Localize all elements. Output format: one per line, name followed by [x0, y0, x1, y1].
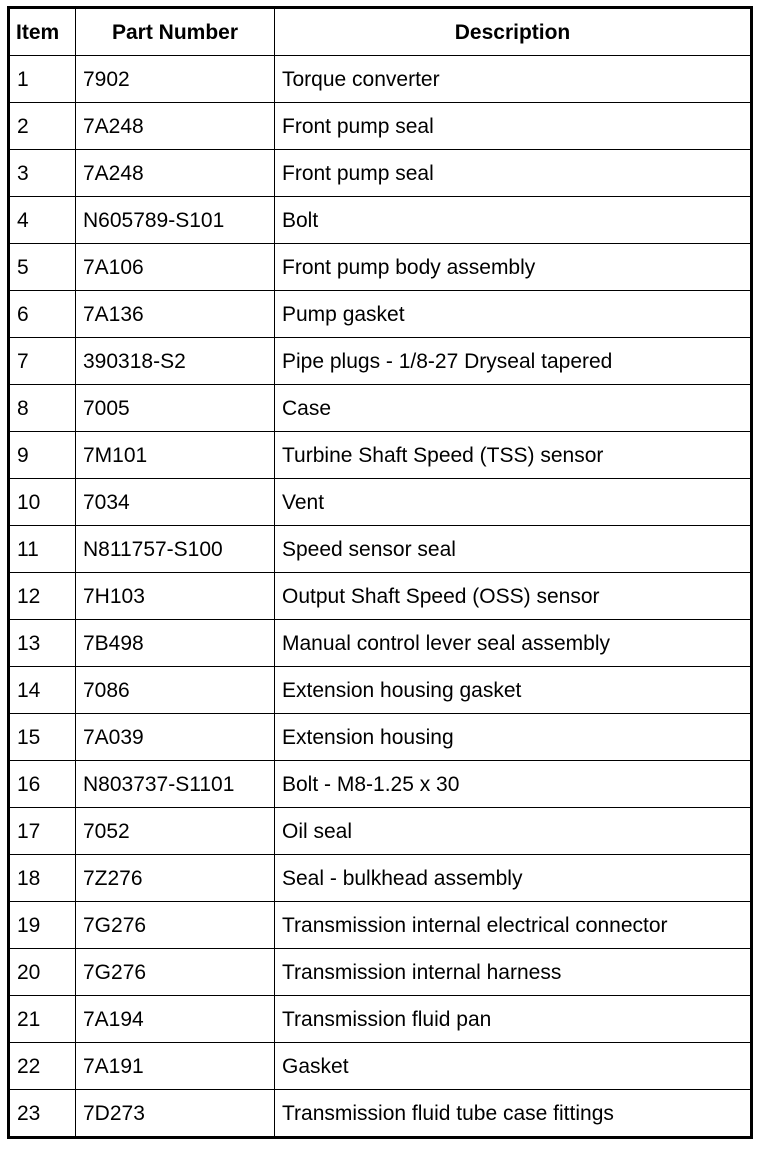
description-cell: Output Shaft Speed (OSS) sensor — [275, 573, 752, 620]
item-cell: 23 — [9, 1090, 76, 1138]
item-cell: 22 — [9, 1043, 76, 1090]
part-number-cell: 7902 — [76, 56, 275, 103]
part-number-cell: 7M101 — [76, 432, 275, 479]
description-cell: Front pump body assembly — [275, 244, 752, 291]
item-cell: 2 — [9, 103, 76, 150]
table-row — [9, 808, 752, 855]
description-cell: Seal - bulkhead assembly — [275, 855, 752, 902]
table-row — [9, 714, 752, 761]
table-row — [9, 526, 752, 573]
description-cell: Manual control lever seal assembly — [275, 620, 752, 667]
table-row — [9, 1043, 752, 1090]
part-number-cell: 7005 — [76, 385, 275, 432]
description-cell: Oil seal — [275, 808, 752, 855]
item-cell: 19 — [9, 902, 76, 949]
table-row — [9, 996, 752, 1043]
item-cell: 16 — [9, 761, 76, 808]
header-item: Item — [9, 8, 76, 56]
table-row — [9, 432, 752, 479]
part-number-cell: 7G276 — [76, 949, 275, 996]
description-cell: Front pump seal — [275, 150, 752, 197]
part-number-cell: 390318-S2 — [76, 338, 275, 385]
table-row — [9, 244, 752, 291]
description-cell: Case — [275, 385, 752, 432]
table-row — [9, 338, 752, 385]
part-number-cell: 7A248 — [76, 103, 275, 150]
item-cell: 10 — [9, 479, 76, 526]
item-cell: 11 — [9, 526, 76, 573]
description-cell: Extension housing — [275, 714, 752, 761]
part-number-cell: 7D273 — [76, 1090, 275, 1138]
part-number-cell: 7A039 — [76, 714, 275, 761]
description-cell: Transmission fluid tube case fittings — [275, 1090, 752, 1138]
table-body — [9, 56, 752, 1138]
item-cell: 12 — [9, 573, 76, 620]
item-cell: 18 — [9, 855, 76, 902]
description-cell: Turbine Shaft Speed (TSS) sensor — [275, 432, 752, 479]
part-number-cell: 7A191 — [76, 1043, 275, 1090]
part-number-cell: 7052 — [76, 808, 275, 855]
description-cell: Bolt - M8-1.25 x 30 — [275, 761, 752, 808]
part-number-cell: N605789-S101 — [76, 197, 275, 244]
item-cell: 15 — [9, 714, 76, 761]
table-row — [9, 1090, 752, 1138]
table-row — [9, 56, 752, 103]
table-row — [9, 573, 752, 620]
description-cell: Speed sensor seal — [275, 526, 752, 573]
part-number-cell: N803737-S1101 — [76, 761, 275, 808]
header-part-number: Part Number — [76, 8, 275, 56]
table-row — [9, 667, 752, 714]
description-cell: Pump gasket — [275, 291, 752, 338]
table-row — [9, 291, 752, 338]
part-number-cell: 7034 — [76, 479, 275, 526]
description-cell: Torque converter — [275, 56, 752, 103]
table-row — [9, 855, 752, 902]
parts-table — [7, 6, 753, 1139]
item-cell: 14 — [9, 667, 76, 714]
table-row — [9, 150, 752, 197]
item-cell: 20 — [9, 949, 76, 996]
table-header — [9, 8, 752, 56]
item-cell: 17 — [9, 808, 76, 855]
description-cell: Bolt — [275, 197, 752, 244]
header-row — [9, 8, 752, 56]
part-number-cell: 7A194 — [76, 996, 275, 1043]
part-number-cell: 7A106 — [76, 244, 275, 291]
description-cell: Front pump seal — [275, 103, 752, 150]
description-cell: Extension housing gasket — [275, 667, 752, 714]
header-description: Description — [275, 8, 752, 56]
part-number-cell: N811757-S100 — [76, 526, 275, 573]
table-row — [9, 761, 752, 808]
table-row — [9, 103, 752, 150]
item-cell: 8 — [9, 385, 76, 432]
item-cell: 13 — [9, 620, 76, 667]
part-number-cell: 7B498 — [76, 620, 275, 667]
part-number-cell: 7A248 — [76, 150, 275, 197]
item-cell: 4 — [9, 197, 76, 244]
table-row — [9, 385, 752, 432]
part-number-cell: 7Z276 — [76, 855, 275, 902]
table-row — [9, 620, 752, 667]
description-cell: Transmission internal electrical connector — [275, 902, 752, 949]
description-cell: Gasket — [275, 1043, 752, 1090]
item-cell: 5 — [9, 244, 76, 291]
table-row — [9, 949, 752, 996]
part-number-cell: 7H103 — [76, 573, 275, 620]
part-number-cell: 7A136 — [76, 291, 275, 338]
item-cell: 9 — [9, 432, 76, 479]
table-row — [9, 902, 752, 949]
item-cell: 6 — [9, 291, 76, 338]
item-cell: 7 — [9, 338, 76, 385]
description-cell: Vent — [275, 479, 752, 526]
item-cell: 3 — [9, 150, 76, 197]
table-row — [9, 479, 752, 526]
table-row — [9, 197, 752, 244]
description-cell: Transmission fluid pan — [275, 996, 752, 1043]
item-cell: 21 — [9, 996, 76, 1043]
part-number-cell: 7086 — [76, 667, 275, 714]
item-cell: 1 — [9, 56, 76, 103]
description-cell: Transmission internal harness — [275, 949, 752, 996]
description-cell: Pipe plugs - 1/8-27 Dryseal tapered — [275, 338, 752, 385]
part-number-cell: 7G276 — [76, 902, 275, 949]
